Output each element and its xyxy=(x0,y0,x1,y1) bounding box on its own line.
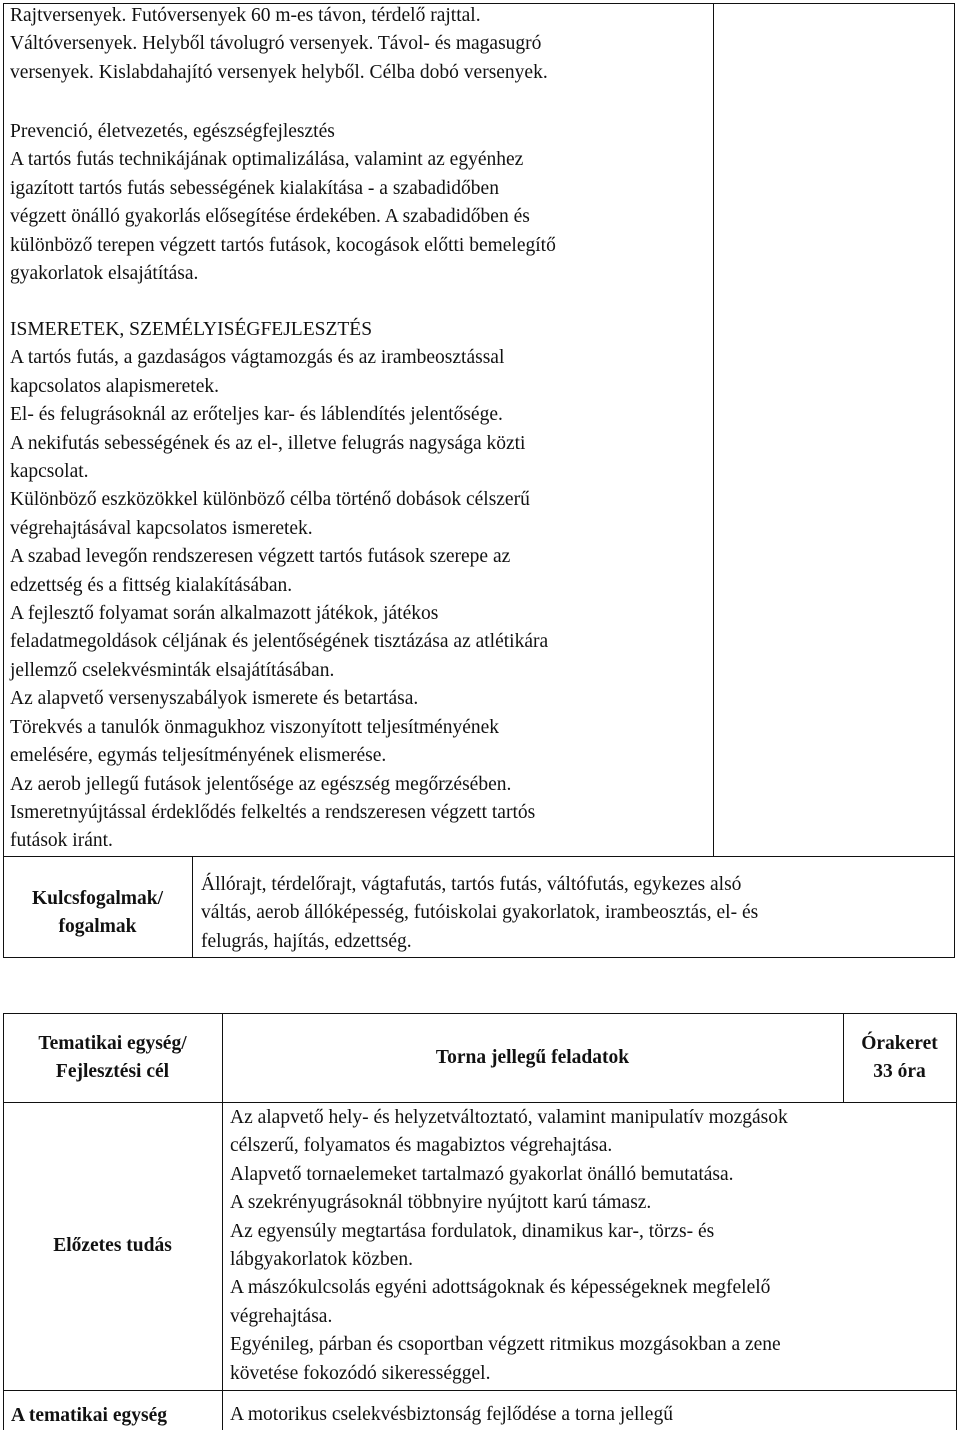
table1-inner-divider xyxy=(713,3,714,857)
table2-header-divider xyxy=(3,1102,957,1103)
key-concepts-label: Kulcsfogalmak/ fogalmak xyxy=(31,888,164,938)
table2-row-divider xyxy=(3,1390,957,1391)
knowledge-section: ISMERETEK, SZEMÉLYISÉGFEJLESZTÉS A tartós futás, a gazdaságos vágtamozgás és az irambeosztással kapcsolatos alapismeretek. El- és felugrásoknál az erőteljes kar- és láblendítés jelentősége. A nekifutás sebességének és az el-, illetve felugrás nagysága közti kapcsolat. Különböző eszközökkel különböző célba történő dobások célszerű végrehajtásával kapcsolatos ismeretek. A szabad levegőn rendszeresen végzett tartós futások szerepe az edzettség és a fittség kialakításában. A fejlesztő folyamat során alkalmazott játékok, játékos feladatmegoldások céljának és jelentőségének tisztázása az atlétikára jellemző cselekvésminták elsajátításában. Az alapvető versenyszabályok ismerete és betartása. Törekvés a tanulók önmagukhoz viszonyított teljesítményének emelésére, egymás teljesítményének elismerése. Az aerob jellegű futások jelentősége az egészség megőrzésében. Ismeretnyújtással érdeklődés felkeltés a rendszeresen végzett tartós futások iránt. xyxy=(10,316,548,856)
unit-title: Torna jellegű feladatok xyxy=(435,1047,630,1068)
competition-types-text: Rajtversenyek. Futóversenyek 60 m-es távon, térdelő rajttal. Váltóversenyek. Helyből távolugró versenyek. Távol- és magasugró versenyek. Kislabdahajító versenyek helyből. Célba dobó versenyek. xyxy=(10,5,548,83)
table2-label-divider xyxy=(222,1013,223,1430)
prior-knowledge-label: Előzetes tudás xyxy=(53,1235,172,1256)
prevention-heading: Prevenció, életvezetés, egészségfejlesztés xyxy=(10,121,335,142)
prevention-section: Prevenció, életvezetés, egészségfejlesztés A tartós futás technikájának optimalizálása, valamint az egyénhez igazított tartós futás sebességének kialakítása - a szabadidőben végzett önálló gyakorlás elősegítése érdekében. A szabadidőben és különböző terepen végzett tartós futások, kocogások előtti bemelegítő gyakorlatok elsajátítása. xyxy=(10,118,556,288)
hours-frame xyxy=(843,1030,956,1087)
table1-row-divider xyxy=(3,856,955,857)
table1-bottom-border xyxy=(3,957,955,958)
prior-knowledge-text: Az alapvető hely- és helyzetváltoztató, valamint manipulatív mozgások célszerű, folyamatos és magabiztos végrehajtása. Alapvető tornaelemeket tartalmazó gyakorlat önálló bemutatása. A szekrényugrásoknál többnyire nyújtott karú támasz. Az egyensúly megtartása fordulatok, dinamikus kar-, törzs- és lábgyakorlatok közben. A mászókulcsolás egyéni adottságoknak és képességeknek megfelelő végrehajtása. Egyénileg, párban és csoportban végzett ritmikus mozgásokban a zene követése fokozódó sikerességgel. xyxy=(230,1107,788,1384)
table2-top-border xyxy=(3,1013,957,1014)
unit-label: Tematikai egység/ Fejlesztési cél xyxy=(38,1033,187,1083)
thematic-unit-label: A tematikai egység xyxy=(11,1405,167,1426)
hours-value: 33 óra xyxy=(873,1061,926,1083)
table2-right-border xyxy=(956,1013,957,1430)
table1-left-border xyxy=(3,3,4,958)
knowledge-heading: ISMERETEK, SZEMÉLYISÉGFEJLESZTÉS xyxy=(10,319,373,340)
hours-label: Órakeret xyxy=(861,1033,938,1054)
table1-right-border xyxy=(954,3,955,958)
table1-label-divider xyxy=(192,856,193,958)
key-concepts-text: Állórajt, térdelőrajt, vágtafutás, tartós futás, váltófutás, egykezes alsó váltás, aerob állóképesség, futóiskolai gyakorlatok, irambeosztás, el- és felugrás, hajítás, edzettség. xyxy=(201,874,759,952)
thematic-unit-text: A motorikus cselekvésbiztonság fejlődése a torna jellegű xyxy=(230,1404,673,1425)
